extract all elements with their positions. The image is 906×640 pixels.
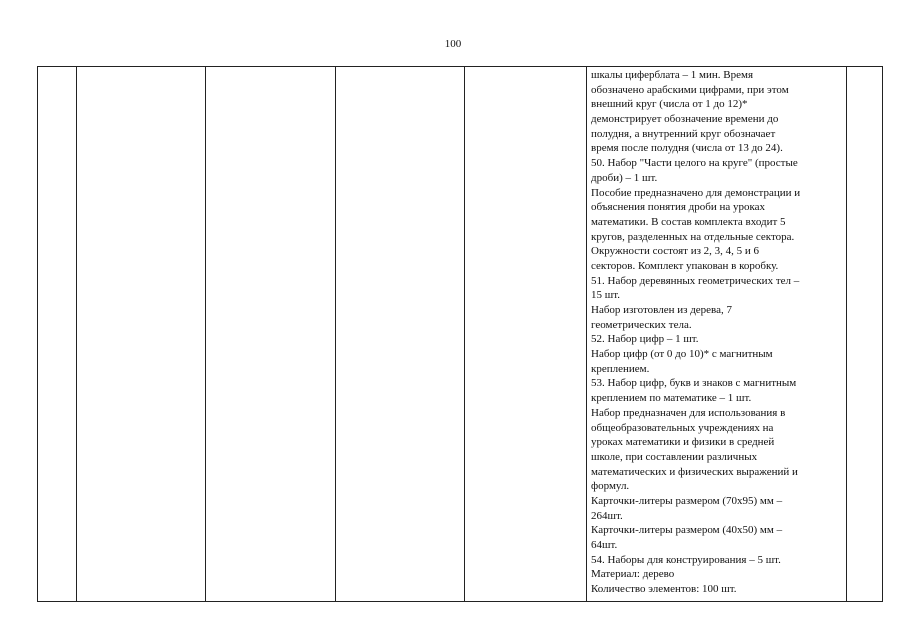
- description-line: 53. Набор цифр, букв и знаков с магнитным: [591, 377, 797, 390]
- description-line: 64шт.: [591, 539, 618, 551]
- column-divider-4: [464, 67, 465, 601]
- description-line: общеобразовательных учреждениях на: [591, 421, 774, 434]
- description-line: секторов. Комплект упакован в коробку.: [591, 259, 779, 272]
- description-line: внешний круг (числа от 1 до 12)*: [591, 98, 748, 111]
- description-line: Набор цифр (от 0 до 10)* с магнитным: [591, 348, 773, 361]
- description-line: креплением.: [591, 362, 650, 375]
- description-line: школе, при составлении различных: [591, 450, 758, 463]
- description-line: Материал: дерево: [591, 568, 675, 581]
- description-line: уроках математики и физики в средней: [591, 436, 775, 449]
- description-line: математики. В состав комплекта входит 5: [591, 215, 786, 228]
- description-line: 264шт.: [591, 509, 623, 522]
- description-line: геометрических тела.: [591, 318, 692, 331]
- column-divider-5: [586, 67, 587, 601]
- column-divider-2: [205, 67, 206, 601]
- description-line: 54. Наборы для конструирования – 5 шт.: [591, 553, 781, 566]
- column-divider-1: [76, 67, 77, 601]
- specification-table: [37, 66, 883, 602]
- description-line: Окружности состоят из 2, 3, 4, 5 и 6: [591, 245, 760, 258]
- description-line: объяснения понятия дроби на уроках: [591, 201, 766, 214]
- description-line: демонстрирует обозначение времени до: [591, 113, 779, 126]
- description-line: время после полудня (числа от 13 до 24).: [591, 142, 783, 155]
- description-line: 15 шт.: [591, 289, 620, 302]
- description-line: Карточки-литеры размером (40х50) мм –: [591, 524, 783, 537]
- description-line: Пособие предназначено для демонстрации и: [591, 186, 801, 199]
- description-line: Количество элементов: 100 шт.: [591, 583, 737, 596]
- column-divider-3: [335, 67, 336, 601]
- description-line: формул.: [591, 480, 630, 493]
- description-line: шкалы циферблата – 1 мин. Время: [591, 69, 753, 81]
- description-line: креплением по математике – 1 шт.: [591, 392, 752, 405]
- description-line: 51. Набор деревянных геометрических тел –: [591, 274, 800, 287]
- description-line: дроби) – 1 шт.: [591, 171, 658, 184]
- description-line: полудня, а внутренний круг обозначает: [591, 127, 776, 140]
- description-cell: [591, 68, 847, 600]
- description-line: математических и физических выражений и: [591, 465, 798, 478]
- description-line: кругов, разделенных на отдельные сектора.: [591, 230, 795, 243]
- description-line: обозначено арабскими цифрами, при этом: [591, 83, 789, 96]
- description-line: Карточки-литеры размером (70х95) мм –: [591, 494, 783, 507]
- description-line: Набор предназначен для использования в: [591, 406, 786, 419]
- description-line: 52. Набор цифр – 1 шт.: [591, 333, 699, 346]
- page-number: 100: [444, 38, 462, 50]
- description-line: 50. Набор "Части целого на круге" (простые: [591, 157, 798, 170]
- description-line: Набор изготовлен из дерева, 7: [591, 304, 732, 316]
